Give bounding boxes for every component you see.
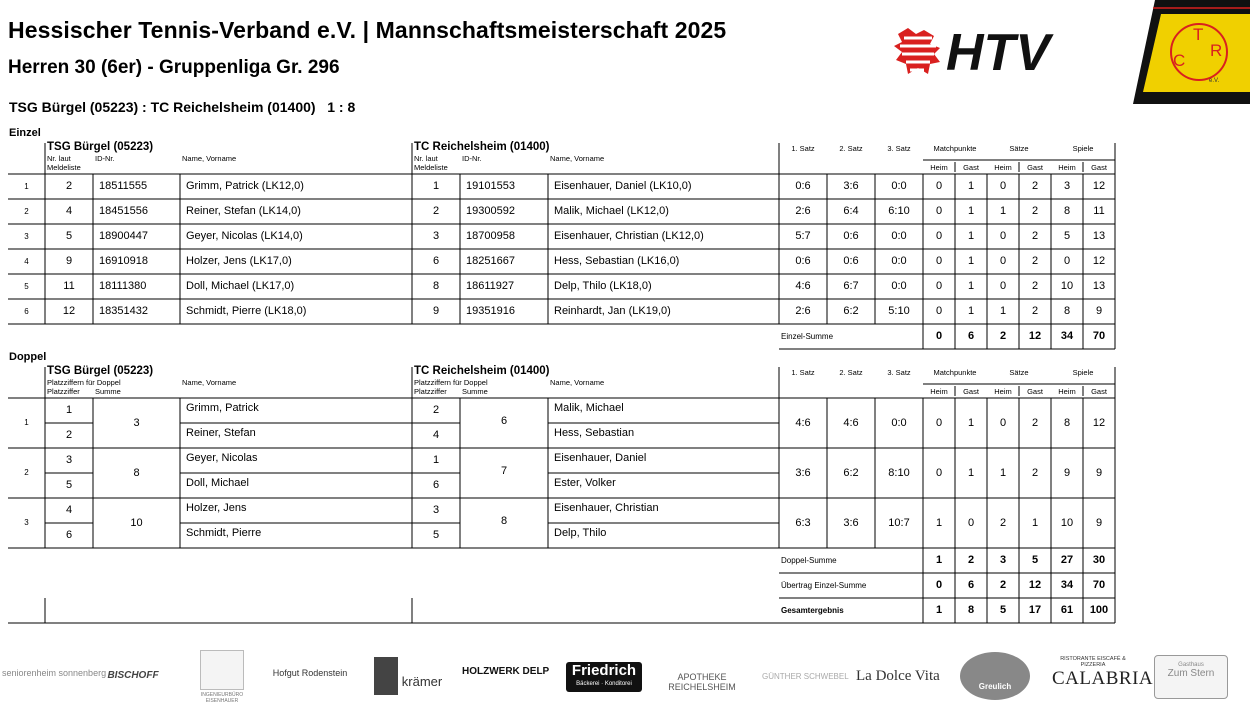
doppel-mh: 1 <box>935 517 943 529</box>
einzel-gast-header: Gast <box>963 163 979 172</box>
doppel-set-3-header: 3. Satz <box>887 368 911 377</box>
doppel-home-sum: 8 <box>133 467 140 479</box>
doppel-sg: 2 <box>1031 467 1039 479</box>
einzel-home-name: Holzer, Jens (LK17,0) <box>186 255 292 267</box>
einzel-mh: 0 <box>935 205 943 217</box>
einzel-home-name: Grimm, Patrick (LK12,0) <box>186 180 304 192</box>
einzel-set-1: 0:6 <box>795 255 811 267</box>
einzel-sg: 2 <box>1031 255 1039 267</box>
doppel-gg: 9 <box>1095 467 1103 479</box>
einzel-guest-name: Eisenhauer, Christian (LK12,0) <box>554 230 704 242</box>
einzel-guest-id: 18611927 <box>466 280 515 292</box>
doppel-sum-gh: 27 <box>1060 554 1074 566</box>
einzel-sum-sh: 2 <box>999 330 1007 342</box>
einzel-set-2: 6:4 <box>843 205 859 217</box>
einzel-home-nr: 9 <box>65 255 73 267</box>
doppel-set-2-header: 2. Satz <box>839 368 863 377</box>
einzel-sg: 2 <box>1031 305 1039 317</box>
einzel-home-id: 18351432 <box>99 305 148 317</box>
doppel-set-1: 3:6 <box>795 467 811 479</box>
einzel-sum-sg: 12 <box>1028 330 1042 342</box>
doppel-set-3: 10:7 <box>888 517 910 529</box>
einzel-gg: 12 <box>1092 255 1106 267</box>
doppel-heim-header: Heim <box>1058 387 1076 396</box>
einzel-gg: 13 <box>1092 280 1106 292</box>
einzel-home-name: Schmidt, Pierre (LK18,0) <box>186 305 307 317</box>
einzel-mg: 1 <box>967 205 975 217</box>
doppel-home-sum: 3 <box>133 417 140 429</box>
einzel-guest-nr: 3 <box>432 230 440 242</box>
einzel-sum-mh: 0 <box>935 330 943 342</box>
einzel-gg: 12 <box>1092 180 1106 192</box>
doppel-carry-mg: 6 <box>967 579 975 591</box>
doppel-guest-sum: 6 <box>500 415 508 427</box>
einzel-home-nr: 4 <box>65 205 73 217</box>
doppel-gh: 8 <box>1063 417 1071 429</box>
svg-text:e.V.: e.V. <box>1209 78 1220 84</box>
sponsor-la-dolce-vita: La Dolce Vita <box>856 668 940 684</box>
einzel-sg: 2 <box>1031 280 1039 292</box>
match-score: 1 : 8 <box>327 99 356 115</box>
einzel-sh: 0 <box>999 230 1007 242</box>
einzel-mh: 0 <box>935 180 943 192</box>
doppel-matchpunkte-header: Matchpunkte <box>933 368 977 377</box>
einzel-heim-header: Heim <box>930 163 948 172</box>
doppel-guest-pz-1: 2 <box>432 404 440 416</box>
einzel-home-id: 18900447 <box>99 230 148 242</box>
doppel-sätze-header: Sätze <box>1009 368 1029 377</box>
doppel-home-sum: 10 <box>130 517 143 529</box>
einzel-gast-header: Gast <box>1091 163 1107 172</box>
doppel-guest-platzziffer-header: Platzziffer <box>414 387 447 396</box>
einzel-guest-id-header: ID-Nr. <box>462 154 482 163</box>
einzel-home-id: 18111380 <box>99 280 147 292</box>
doppel-sg: 2 <box>1031 417 1039 429</box>
einzel-home-nr: 11 <box>63 280 75 292</box>
einzel-home-name-header: Name, Vorname <box>182 154 237 163</box>
einzel-mg: 1 <box>967 280 975 292</box>
doppel-mg: 1 <box>967 467 975 479</box>
match-teams: TSG Bürgel (05223) : TC Reichelsheim (01400) <box>9 99 316 115</box>
einzel-set-1: 4:6 <box>795 280 811 292</box>
einzel-set-1: 5:7 <box>795 230 811 242</box>
doppel-gast-header: Gast <box>963 387 979 396</box>
einzel-matchpunkte-header: Matchpunkte <box>933 144 977 153</box>
doppel-sum-label: Doppel-Summe <box>781 556 837 565</box>
doppel-row-no: 1 <box>24 418 29 427</box>
einzel-row-no: 2 <box>24 207 29 216</box>
einzel-row-no: 1 <box>24 182 29 191</box>
einzel-guest-id: 18700958 <box>466 230 515 242</box>
sponsor-greulich: Greulich <box>978 682 1012 691</box>
einzel-row-no: 3 <box>24 232 29 241</box>
einzel-set-3-header: 3. Satz <box>887 144 911 153</box>
einzel-set-3: 6:10 <box>888 205 910 217</box>
einzel-mh: 0 <box>935 255 943 267</box>
sponsor-ingenieurburo-eisenhauer: INGENIEURBÜRO EISENHAUER <box>200 692 244 704</box>
einzel-guest-nr: 1 <box>432 180 440 192</box>
einzel-guest-name: Malik, Michael (LK12,0) <box>554 205 669 217</box>
einzel-guest-name: Reinhardt, Jan (LK19,0) <box>554 305 671 317</box>
einzel-guest-nr: 8 <box>432 280 440 292</box>
doppel-gg: 12 <box>1092 417 1106 429</box>
doppel-gg: 9 <box>1095 517 1103 529</box>
einzel-sum-gg: 70 <box>1092 330 1106 342</box>
einzel-mg: 1 <box>967 180 975 192</box>
einzel-gh: 5 <box>1063 230 1071 242</box>
einzel-sh: 0 <box>999 255 1007 267</box>
einzel-gh: 3 <box>1063 180 1071 192</box>
doppel-guest-pz-2: 4 <box>432 429 440 441</box>
doppel-guest-name-header: Name, Vorname <box>550 378 605 387</box>
einzel-spiele-header: Spiele <box>1072 144 1094 153</box>
einzel-guest-id: 19300592 <box>466 205 515 217</box>
doppel-guest-name-2: Delp, Thilo <box>554 527 607 539</box>
einzel-set-3: 5:10 <box>888 305 910 317</box>
einzel-set-3: 0:0 <box>891 255 907 267</box>
einzel-sh: 1 <box>999 305 1007 317</box>
doppel-set-3: 0:0 <box>891 417 907 429</box>
doppel-guest-name-2: Ester, Volker <box>554 477 616 489</box>
svg-text:T: T <box>1193 25 1204 44</box>
sponsor-friedrich: Friedrich Bäckerei · Konditorei <box>566 662 642 692</box>
doppel-mh: 0 <box>935 467 943 479</box>
sponsor-seniorenheim-sonnenberg: seniorenheim sonnenberg <box>2 668 107 678</box>
einzel-mg: 1 <box>967 230 975 242</box>
einzel-gast-header: Gast <box>1027 163 1043 172</box>
doppel-total-sh: 5 <box>999 604 1007 616</box>
einzel-sh: 1 <box>999 205 1007 217</box>
einzel-sg: 2 <box>1031 205 1039 217</box>
einzel-mh: 0 <box>935 230 943 242</box>
einzel-home-nr: 12 <box>62 305 76 317</box>
doppel-home-pz-2: 6 <box>65 529 73 541</box>
einzel-guest-nr: 9 <box>432 305 440 317</box>
doppel-guest-name-2: Hess, Sebastian <box>554 427 635 439</box>
doppel-home-name-1: Holzer, Jens <box>186 502 247 514</box>
einzel-home-name: Reiner, Stefan (LK14,0) <box>186 205 301 217</box>
einzel-set-2-header: 2. Satz <box>839 144 863 153</box>
doppel-home-pz-2: 5 <box>65 479 73 491</box>
svg-text:R: R <box>1210 41 1223 60</box>
doppel-guest-sum: 7 <box>500 465 508 477</box>
doppel-total-sg: 17 <box>1028 604 1042 616</box>
einzel-heim-header: Heim <box>994 163 1012 172</box>
sponsor-strip <box>0 648 1250 704</box>
club-logo <box>1133 0 1250 104</box>
sponsor-greulich-emblem <box>960 652 1030 700</box>
einzel-set-2: 0:6 <box>843 255 859 267</box>
doppel-set-1: 6:3 <box>795 517 811 529</box>
einzel-sh: 0 <box>999 180 1007 192</box>
einzel-guest-name-header: Name, Vorname <box>550 154 605 163</box>
doppel-row-no: 3 <box>24 518 29 527</box>
doppel-home-name-2: Reiner, Stefan <box>186 427 256 439</box>
doppel-sh: 2 <box>999 517 1007 529</box>
einzel-row-no: 6 <box>24 307 29 316</box>
doppel-home-pz-1: 3 <box>65 454 73 466</box>
doppel-total-gg: 100 <box>1089 604 1109 616</box>
einzel-gh: 8 <box>1063 205 1071 217</box>
doppel-label: Doppel <box>9 351 47 363</box>
doppel-set-3: 8:10 <box>888 467 910 479</box>
doppel-carry-mh: 0 <box>935 579 943 591</box>
einzel-guest-name: Eisenhauer, Daniel (LK10,0) <box>554 180 692 192</box>
doppel-guest-name-1: Malik, Michael <box>554 402 624 414</box>
doppel-gh: 10 <box>1060 517 1074 529</box>
doppel-carry-gh: 34 <box>1060 579 1074 591</box>
einzel-sg: 2 <box>1031 230 1039 242</box>
einzel-home-id: 16910918 <box>99 255 148 267</box>
einzel-guest-id: 19101553 <box>466 180 515 192</box>
einzel-row-no: 4 <box>24 257 29 266</box>
einzel-mg: 1 <box>967 255 975 267</box>
doppel-heim-header: Heim <box>930 387 948 396</box>
einzel-sh: 0 <box>999 280 1007 292</box>
doppel-set-1-header: 1. Satz <box>791 368 815 377</box>
einzel-gh: 8 <box>1063 305 1071 317</box>
doppel-carry-gg: 70 <box>1092 579 1106 591</box>
sponsor-calabria: RISTORANTE EISCAFÉ & PIZZERIA CALABRIA <box>1052 656 1154 689</box>
doppel-sum-mg: 2 <box>967 554 975 566</box>
doppel-set-1: 4:6 <box>795 417 811 429</box>
doppel-guest-name-1: Eisenhauer, Daniel <box>554 452 647 464</box>
doppel-sum-gg: 30 <box>1092 554 1106 566</box>
doppel-home-name-2: Doll, Michael <box>186 477 249 489</box>
doppel-gh: 9 <box>1063 467 1071 479</box>
doppel-mg: 1 <box>967 417 975 429</box>
doppel-total-mg: 8 <box>967 604 975 616</box>
einzel-sum-mg: 6 <box>967 330 975 342</box>
sponsor-holzwerk-delp: HOLZWERK DELP <box>462 666 550 677</box>
einzel-gh: 10 <box>1060 280 1074 292</box>
einzel-gg: 11 <box>1093 205 1105 217</box>
einzel-sätze-header: Sätze <box>1009 144 1029 153</box>
doppel-home-name-2: Schmidt, Pierre <box>186 527 262 539</box>
doppel-sum-sh: 3 <box>999 554 1007 566</box>
einzel-heim-header: Heim <box>1058 163 1076 172</box>
doppel-guest-sum: 8 <box>500 515 508 527</box>
einzel-gg: 13 <box>1092 230 1106 242</box>
doppel-guest-pz-header: Platzziffern für Doppel <box>414 378 488 387</box>
doppel-home-name-1: Geyer, Nicolas <box>186 452 258 464</box>
doppel-home-team: TSG Bürgel (05223) <box>47 365 154 377</box>
einzel-home-id: 18511555 <box>99 180 148 192</box>
doppel-heim-header: Heim <box>994 387 1012 396</box>
page-title: Hessischer Tennis-Verband e.V. | Mannschaftsmeisterschaft 2025 <box>8 17 727 43</box>
sponsor-eisenhauer-emblem <box>200 650 244 690</box>
einzel-mh: 0 <box>935 280 943 292</box>
einzel-set-2: 3:6 <box>843 180 859 192</box>
doppel-home-name-header: Name, Vorname <box>182 378 237 387</box>
doppel-sh: 0 <box>999 417 1007 429</box>
einzel-guest-id: 18251667 <box>466 255 515 267</box>
einzel-set-1-header: 1. Satz <box>791 144 815 153</box>
doppel-carry-sh: 2 <box>999 579 1007 591</box>
doppel-mh: 0 <box>935 417 943 429</box>
einzel-set-3: 0:0 <box>891 230 907 242</box>
einzel-set-3: 0:0 <box>891 280 907 292</box>
htv-logo <box>890 20 1105 80</box>
doppel-home-platzziffer-header: Platzziffer <box>47 387 80 396</box>
einzel-row-no: 5 <box>24 282 29 291</box>
einzel-set-1: 2:6 <box>795 205 811 217</box>
doppel-spiele-header: Spiele <box>1072 368 1094 377</box>
einzel-mg: 1 <box>967 305 975 317</box>
einzel-set-2: 0:6 <box>843 230 859 242</box>
einzel-guest-name: Delp, Thilo (LK18,0) <box>554 280 652 292</box>
doppel-home-pz-1: 1 <box>65 404 73 416</box>
einzel-set-3: 0:0 <box>891 180 907 192</box>
doppel-home-pz-header: Platzziffern für Doppel <box>47 378 121 387</box>
doppel-sum-mh: 1 <box>935 554 943 566</box>
einzel-guest-id: 19351916 <box>466 305 515 317</box>
einzel-sg: 2 <box>1031 180 1039 192</box>
svg-text:C: C <box>1173 51 1186 70</box>
sponsor-hofgut-rodenstein: Hofgut Rodenstein <box>272 668 348 678</box>
einzel-label: Einzel <box>9 127 41 139</box>
doppel-sh: 1 <box>999 467 1007 479</box>
doppel-sum-sg: 5 <box>1031 554 1039 566</box>
einzel-guest-nr-header: Nr. laut Meldeliste <box>414 154 448 172</box>
match-result <box>9 99 355 115</box>
einzel-set-2: 6:7 <box>843 280 859 292</box>
doppel-guest-pz-1: 3 <box>432 504 440 516</box>
doppel-home-pz-1: 4 <box>65 504 73 516</box>
einzel-home-nr: 2 <box>65 180 73 192</box>
league-subtitle: Herren 30 (6er) - Gruppenliga Gr. 296 <box>8 57 340 78</box>
einzel-sum-gh: 34 <box>1060 330 1074 342</box>
einzel-home-id-header: ID-Nr. <box>95 154 115 163</box>
htv-logo-text: HTV <box>946 24 1050 80</box>
doppel-home-pz-2: 2 <box>65 429 73 441</box>
sponsor-bischoff: BISCHOFF <box>107 670 159 681</box>
sponsor-kramer-emblem <box>374 657 398 695</box>
doppel-set-2: 3:6 <box>843 517 859 529</box>
einzel-sum-label: Einzel-Summe <box>781 332 834 341</box>
einzel-set-1: 0:6 <box>795 180 811 192</box>
doppel-gast-header: Gast <box>1027 387 1043 396</box>
einzel-home-nr-header: Nr. laut Meldeliste <box>47 154 81 172</box>
doppel-row-no: 2 <box>24 468 29 477</box>
doppel-mg: 0 <box>967 517 975 529</box>
doppel-guest-pz-1: 1 <box>432 454 440 466</box>
einzel-home-name: Doll, Michael (LK17,0) <box>186 280 295 292</box>
doppel-set-2: 6:2 <box>843 467 859 479</box>
doppel-carry-sg: 12 <box>1028 579 1042 591</box>
einzel-home-nr: 5 <box>65 230 73 242</box>
doppel-total-gh: 61 <box>1060 604 1074 616</box>
doppel-sg: 1 <box>1031 517 1039 529</box>
doppel-home-name-1: Grimm, Patrick <box>186 402 259 414</box>
einzel-gg: 9 <box>1095 305 1103 317</box>
einzel-home-name: Geyer, Nicolas (LK14,0) <box>186 230 303 242</box>
einzel-gh: 0 <box>1063 255 1071 267</box>
sponsor-kramer: krämer <box>401 674 443 689</box>
sponsor-apotheke-reichelsheim: APOTHEKE REICHELSHEIM <box>668 672 736 692</box>
total-label: Gesamtergebnis <box>781 606 844 615</box>
einzel-guest-team: TC Reichelsheim (01400) <box>414 141 550 153</box>
einzel-set-2: 6:2 <box>843 305 859 317</box>
doppel-total-mh: 1 <box>935 604 943 616</box>
einzel-set-1: 2:6 <box>795 305 811 317</box>
doppel-home-summe-header: Summe <box>95 387 121 396</box>
hessian-lion-icon <box>892 28 944 76</box>
einzel-mh: 0 <box>935 305 943 317</box>
einzel-guest-name: Hess, Sebastian (LK16,0) <box>554 255 680 267</box>
doppel-gast-header: Gast <box>1091 387 1107 396</box>
doppel-guest-name-1: Eisenhauer, Christian <box>554 502 659 514</box>
doppel-guest-pz-2: 5 <box>432 529 440 541</box>
sponsor-zum-stern: Gasthaus Zum Stern <box>1154 655 1228 699</box>
carry-sum-label: Übertrag Einzel-Summe <box>781 581 867 590</box>
einzel-guest-nr: 6 <box>432 255 440 267</box>
einzel-home-id: 18451556 <box>99 205 148 217</box>
doppel-guest-summe-header: Summe <box>462 387 488 396</box>
sponsor-gunther-schwebel: GÜNTHER SCHWEBEL <box>762 672 849 681</box>
doppel-guest-team: TC Reichelsheim (01400) <box>414 365 550 377</box>
einzel-guest-nr: 2 <box>432 205 440 217</box>
doppel-guest-pz-2: 6 <box>432 479 440 491</box>
einzel-home-team: TSG Bürgel (05223) <box>47 141 154 153</box>
doppel-set-2: 4:6 <box>843 417 859 429</box>
